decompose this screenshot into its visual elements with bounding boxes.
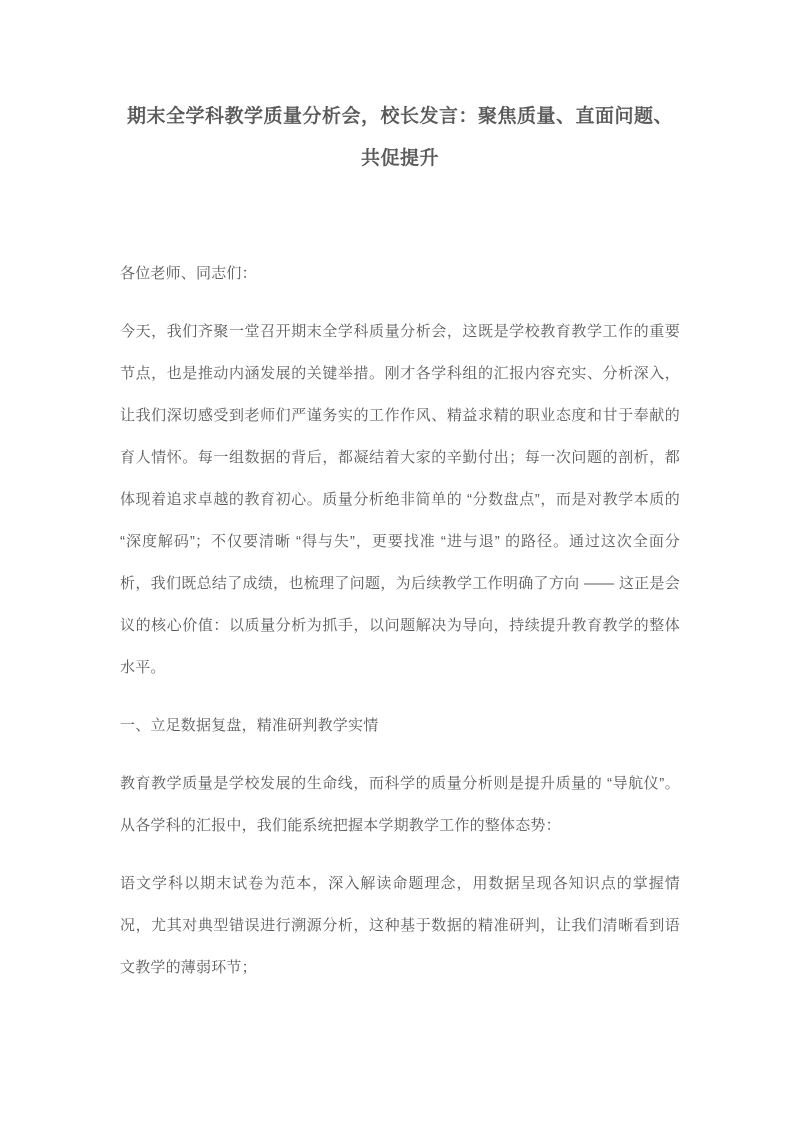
- paragraph-opening: 今天，我们齐聚一堂召开期末全学科质量分析会，这既是学校教育教学工作的重要节点，也是推动内涵发展的关键举措。刚才各学科组的汇报内容充实、分析深入，让我们深切感受到老师们严谨务实的工作作风、精益求精的职业态度和甘于奉献的育人情怀。每一组数据的背后，都凝结着大家的辛勤付出；每一次问题的剖析，都体现着追求卓越的教育初心。质量分析绝非简单的 “分数盘点”，而是对教学本质的 “深度解码”；不仅要清晰 “得与失”，更要找准 “进与退” 的路径。通过这次全面分析，我们既总结了成绩，也梳理了问题，为后续教学工作明确了方向 —— 这正是会议的核心价值：以质量分析为抓手，以问题解决为导向，持续提升教育教学的整体水平。: [120, 323, 680, 676]
- section-heading-1: 一、立足数据复盘，精准研判教学实情: [120, 717, 379, 734]
- document-title: 期末全学科教学质量分析会，校长发言：聚焦质量、直面问题、共促提升: [126, 106, 673, 169]
- paragraph-chinese-subject: 语文学科以期末试卷为范本，深入解读命题理念，用数据呈现各知识点的掌握情况，尤其对典型错误进行溯源分析，这种基于数据的精准研判，让我们清晰看到语文教学的薄弱环节；: [120, 875, 680, 976]
- paragraph-quality-lifeline: 教育教学质量是学校发展的生命线，而科学的质量分析则是提升质量的 “导航仪”。从各学科的汇报中，我们能系统把握本学期教学工作的整体态势：: [120, 775, 680, 834]
- greeting-line: 各位老师、同志们：: [120, 265, 257, 282]
